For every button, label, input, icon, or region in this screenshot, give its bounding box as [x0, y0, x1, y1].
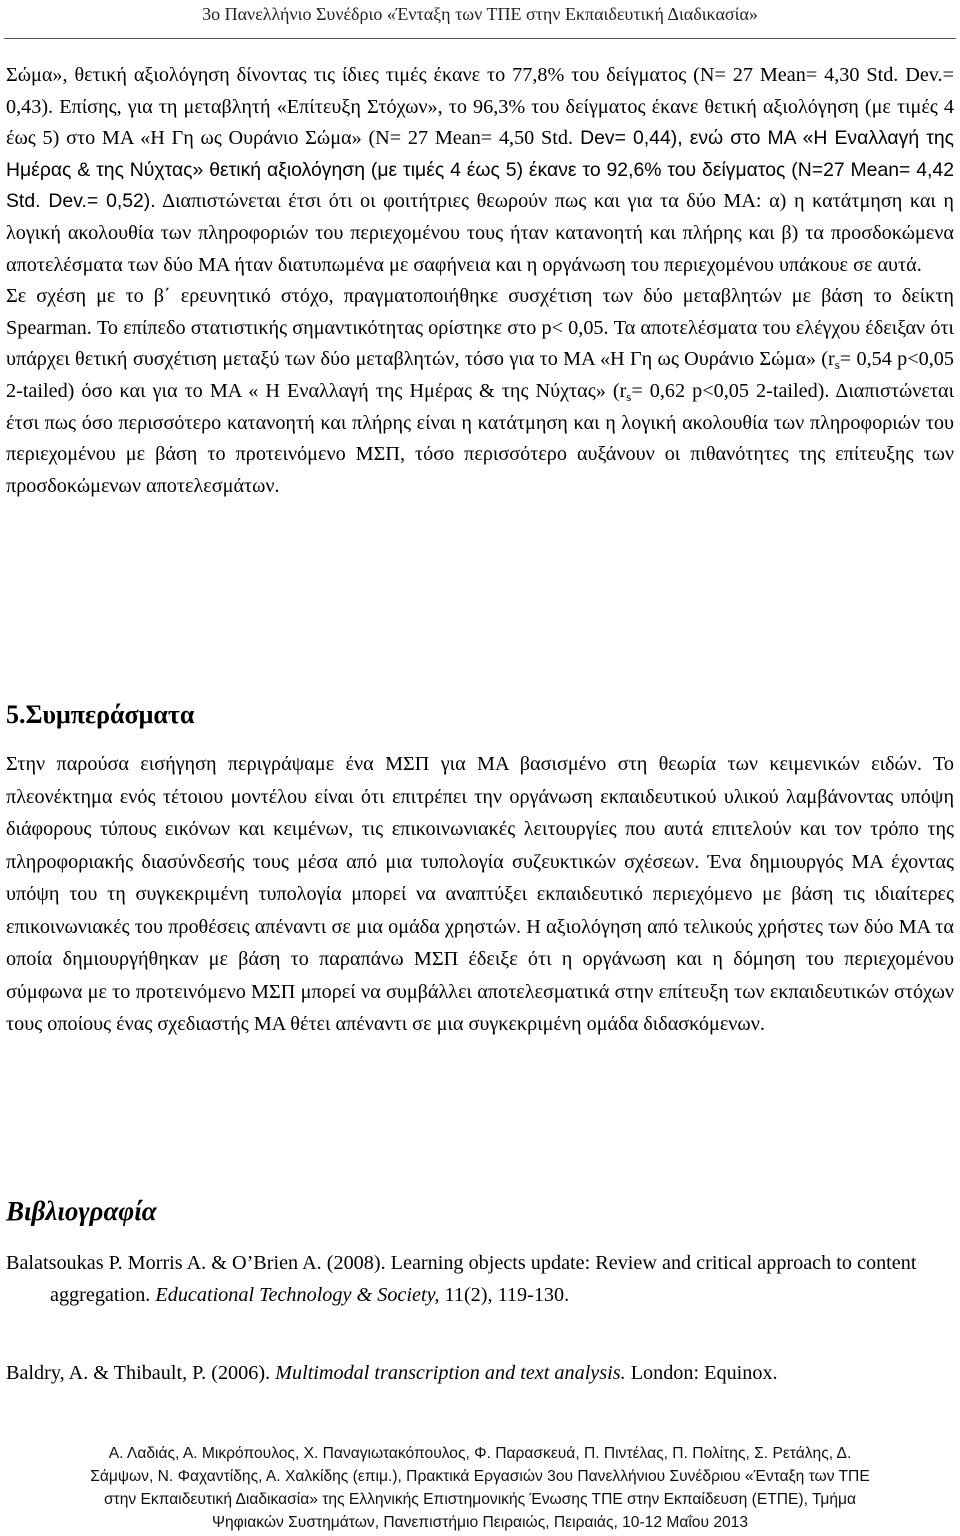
reference-1-volume-pages: 11(2), 119-130.	[439, 1283, 570, 1306]
results-p1-part-a: Σώμα», θετική αξιολόγηση δίνοντας τις ίδιες τιμές έκανε το 77,8% του δείγματος (N= 27 Mean= 4,30 Std. Dev.= 0,43). Επίσης, για τη μεταβλητή «Επίτευξη Στόχων», το 96,3% του δείγματος έκανε θετική αξιολόγηση (με τιμές 4 έως 5) στο ΜΑ «Η Γη ως Ουράνιο Σώμα» (N= 27 Mean= 4,50 Std.	[6, 64, 954, 150]
footer-line-2: Σάμψων, Ν. Φαχαντίδης, Α. Χαλκίδης (επιμ.), Πρακτικά Εργασιών 3ου Πανελλήνιου Συνέδριου «Ένταξη των ΤΠΕ	[90, 1468, 870, 1485]
header-divider	[4, 38, 956, 39]
results-p2-subscript-1: s	[834, 357, 840, 373]
footer-line-4: Ψηφιακών Συστημάτων, Πανεπιστήμιο Πειραιώς, Πειραιάς, 10-12 Μαΐου 2013	[211, 1514, 749, 1531]
footer-line-1: Α. Λαδιάς, Α. Μικρόπουλος, Χ. Παναγιωτακόπουλος, Φ. Παρασκευά, Π. Πιντέλας, Π. Πολίτης, Σ. Ρετάλης, Δ.	[108, 1445, 852, 1462]
results-paragraph-2	[6, 281, 954, 502]
reference-item	[6, 1248, 954, 1311]
results-p2-subscript-2: s	[626, 388, 632, 404]
bibliography-heading: Βιβλιογραφία	[6, 1196, 157, 1226]
results-text	[6, 60, 954, 502]
reference-1-authors-title: Balatsoukas P. Morris A. & O’Brien A. (2008). Learning objects update: Review and critical approach to content aggregation.	[6, 1252, 917, 1306]
reference-2-authors: Baldry, A. & Thibault, P. (2006).	[6, 1362, 276, 1384]
results-p1-part-b: Dev= 0,44), ενώ στο ΜΑ «Η Εναλλαγή της Ημέρας & της Νύχτας» θετική αξιολόγηση (με τιμές 4 έως 5) έκανε το 92,6% του δείγματος (N=27 Mean= 4,42 Std. Dev.= 0,52).	[6, 127, 954, 213]
reference-item	[6, 1358, 954, 1390]
reference-2-publisher: London: Equinox.	[625, 1362, 778, 1384]
running-header: 3ο Πανελλήνιο Συνέδριο «Ένταξη των ΤΠΕ στην Εκπαιδευτική Διαδικασία»	[202, 4, 758, 24]
conclusions-heading: 5.Συμπεράσματα	[6, 700, 195, 729]
results-p2-part-b: = 0,54 p<0,05 2-tailed) όσο και για το ΜΑ « Η Εναλλαγή της Ημέρας & της Νύχτας» (r	[6, 348, 954, 402]
results-p1-part-c: Διαπιστώνεται έτσι ότι οι φοιτήτριες θεωρούν πως και για τα δύο ΜΑ: α) η κατάτμηση και η λογική ακολουθία των πληροφοριών του περιεχομένου τους ήταν κατανοητή και πλήρης και β) τα προσδοκώμενα αποτελέσματα των δύο ΜΑ ήταν διατυπωμένα με σαφήνεια και η οργάνωση του περιεχομένου υπάκουε σε αυτά.	[6, 190, 954, 276]
results-p2-part-a: Σε σχέση με το β΄ ερευνητικό στόχο, πραγματοποιήθηκε συσχέτιση των δύο μεταβλητών με βάση το δείκτη Spearman. Το επίπεδο στατιστικής σημαντικότητας ορίστηκε στο p< 0,05. Τα αποτελέσματα του ελέγχου έδειξαν ότι υπάρχει θετική συσχέτιση μεταξύ των δύο μεταβλητών, τόσο για το ΜΑ «Η Γη ως Ουράνιο Σώμα» (r	[6, 285, 954, 371]
footer-line-3: στην Εκπαιδευτική Διαδικασία» της Ελληνικής Επιστημονικής Ένωσης ΤΠΕ στην Εκπαίδευση (ΕΤΠΕ), Τμήμα	[103, 1491, 857, 1508]
reference-1-journal: Educational Technology & Society,	[155, 1283, 440, 1306]
page-footer	[0, 1442, 960, 1534]
results-paragraph-1	[6, 60, 954, 281]
conclusions-paragraph: Στην παρούσα εισήγηση περιγράψαμε ένα ΜΣΠ για ΜΑ βασισμένο στη θεωρία των κειμενικών ειδών. Το πλεονέκτημα ενός τέτοιου μοντέλου είναι ότι επιτρέπει την οργάνωση εκπαιδευτικού υλικού λαμβάνοντας υπόψη διάφορους τύπους εικόνων και κειμένων, τις επικοινωνιακές λειτουργίες που αυτά επιτελούν και τον τρόπο της πληροφοριακής διασύνδεσής τους μέσα από μια τυπολογία συζευκτικών σχέσεων. Ένα δημιουργός ΜΑ έχοντας υπόψη του τη συγκεκριμένη τυπολογία μπορεί να αναπτύξει εκπαιδευτικό περιεχόμενο με βάση τις ιδιαίτερες επικοινωνιακές του προθέσεις απέναντι σε μια ομάδα χρηστών. Η αξιολόγηση από τελικούς χρήστες των δύο ΜΑ τα οποία δημιουργήθηκαν με βάση το παραπάνω ΜΣΠ έδειξε ότι η οργάνωση και η δόμηση του περιεχομένου σύμφωνα με το προτεινόμενο ΜΣΠ μπορεί να συμβάλλει αποτελεσματικά στην επίτευξη των εκπαιδευτικών στόχων τους οποίους ένας σχεδιαστής ΜΑ θέτει απέναντι σε μια συγκεκριμένη ομάδα διδασκόμενων.	[6, 753, 954, 1035]
results-p2-part-c: = 0,62 p<0,05 2-tailed). Διαπιστώνεται έτσι πως όσο περισσότερο κατανοητή και πλήρης είναι η κατάτμηση και η λογική ακολουθία των πληροφοριών του περιεχομένου με βάση το προτεινόμενο ΜΣΠ, τόσο περισσότερο αυξάνουν οι πιθανότητες της επίτευξης των προσδοκώμενων αποτελεσμάτων.	[6, 379, 954, 497]
reference-2-book-title: Multimodal transcription and text analysis.	[275, 1362, 626, 1384]
